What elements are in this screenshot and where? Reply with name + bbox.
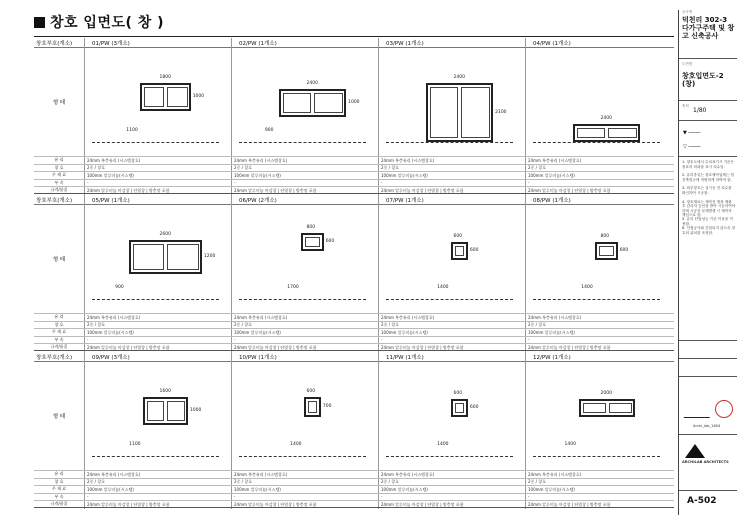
window-code: 12/PW (1개소)	[533, 355, 571, 361]
spec-value: 2중 / 창호	[528, 479, 547, 484]
sill-dimension: 1400	[290, 442, 302, 447]
spec-value: 2중 / 창호	[234, 165, 253, 170]
window-pane	[144, 87, 164, 107]
schedule-band	[34, 38, 674, 195]
divider	[679, 58, 737, 59]
spec-value: 24mm 알루미늄 마감창 | 단열창 | 방충망 포함	[381, 187, 464, 193]
spec-value: 24mm 복층유리 (시스템창호)	[234, 157, 288, 163]
window-frame	[129, 240, 202, 274]
spec-value: 100mm 알루미늄(시스템)	[234, 172, 281, 178]
divider	[679, 156, 737, 157]
spec-value: 24mm 알루미늄 마감창 | 단열창 | 방충망 포함	[381, 501, 464, 507]
spec-label: 유 리	[54, 314, 64, 319]
project-name: 덕천리 302-3 다가구주택 및 창고 신축공사	[682, 16, 735, 40]
scale-label: 축척	[682, 104, 689, 108]
width-dimension: 1800	[159, 75, 171, 81]
window-pane	[133, 244, 164, 270]
title-block-panel	[678, 10, 736, 515]
level-marker-icon: ▽ ────	[683, 144, 701, 150]
window-pane	[461, 87, 490, 138]
spec-value: 24mm 복층유리 (시스템창호)	[381, 314, 435, 320]
width-dimension: 600	[453, 233, 463, 239]
spec-value: 100mm 알루미늄(시스템)	[528, 486, 575, 492]
ground-line	[92, 142, 219, 143]
window-frame	[451, 242, 468, 260]
sill-dimension: 1100	[129, 442, 141, 447]
spec-value: -	[87, 337, 89, 342]
ground-line	[386, 299, 513, 300]
spec-label: 창 호	[54, 478, 64, 484]
window-pane	[455, 246, 464, 256]
window-pane	[283, 93, 312, 113]
spec-value: -	[528, 494, 530, 499]
window-frame	[143, 397, 188, 425]
height-dimension: 1000	[348, 99, 360, 105]
window-pane	[608, 128, 637, 138]
spec-value: 2중 / 창호	[381, 479, 400, 484]
spec-value: 24mm 복층유리 (시스템창호)	[234, 471, 288, 477]
window-pane	[599, 246, 613, 256]
height-dimension: 2100	[495, 109, 507, 115]
window-pane	[314, 93, 343, 113]
spec-value: 2중 / 창호	[381, 165, 400, 170]
height-dimension: 1200	[203, 254, 216, 259]
window-frame	[140, 83, 190, 111]
spec-value: 2중 / 창호	[528, 322, 547, 327]
window-frame	[304, 397, 321, 417]
window-code: 10/PW (1개소)	[239, 355, 277, 361]
spec-value: 24mm 알루미늄 마감창 | 단열창 | 방충망 포함	[234, 187, 317, 193]
spec-value: -	[528, 180, 530, 185]
window-pane	[609, 403, 632, 413]
width-dimension: 2400	[453, 75, 465, 81]
note-item: 3. 외부창호는 실시공 전 치수를 확인하여 시공함.	[682, 186, 732, 195]
spec-value: 24mm 알루미늄 마감창 | 단열창 | 방충망 포함	[234, 344, 317, 350]
spec-value: 24mm 복층유리 (시스템창호)	[528, 314, 582, 320]
window-code: 04/PW (1개소)	[533, 41, 571, 47]
height-dimension: 600	[619, 247, 629, 253]
sheet-title	[34, 12, 164, 32]
window-pane	[430, 87, 459, 138]
window-frame	[579, 399, 635, 417]
spec-label: 규격/품질	[50, 501, 68, 506]
spec-value: 24mm 복층유리 (시스템창호)	[234, 314, 288, 320]
spec-value: 2중 / 창호	[87, 165, 106, 170]
spec-value: 100mm 알루미늄(시스템)	[528, 172, 575, 178]
architect-id: Archi_lab_1604	[693, 424, 721, 428]
spec-value: 100mm 알루미늄(시스템)	[87, 172, 134, 178]
height-dimension: 600	[469, 247, 479, 253]
window-code: 07/PW (1개소)	[386, 198, 424, 204]
ground-line	[533, 299, 660, 300]
sill-dimension: 1100	[126, 128, 138, 133]
band-header	[34, 195, 674, 205]
window-code: 05/PW (1개소)	[92, 198, 130, 204]
sill-dimension: 1400	[437, 442, 449, 447]
window-pane	[577, 128, 606, 138]
window-pane	[147, 401, 164, 421]
sill-dimension: 900	[264, 128, 274, 133]
spec-label: 규격/품질	[50, 344, 68, 349]
spec-value: 24mm 알루미늄 마감창 | 단열창 | 방충망 포함	[381, 344, 464, 350]
spec-label: 주 재 료	[51, 486, 67, 491]
divider	[679, 376, 737, 377]
spec-value: 24mm 복층유리 (시스템창호)	[528, 471, 582, 477]
type-label: 형 태	[52, 257, 66, 263]
width-dimension: 1600	[159, 389, 171, 395]
type-label: 형 태	[52, 414, 66, 420]
schedule-band	[34, 195, 674, 352]
spec-label: 창 호	[54, 321, 64, 327]
sill-dimension: 900	[115, 285, 124, 290]
height-dimension: 1000	[189, 408, 202, 414]
note-item: 2. 유리종류는 창호제작업체는 법 건축법규에 적합하게 하여야 함.	[682, 173, 734, 182]
spec-value: -	[381, 180, 383, 185]
spec-label: 부 속	[54, 336, 64, 342]
window-pane	[305, 237, 319, 247]
spec-label: 주 재 료	[51, 172, 67, 177]
window-code: 02/PW (1개소)	[239, 41, 277, 47]
spec-value: 2중 / 창호	[87, 322, 106, 327]
spec-value: 24mm 복층유리 (시스템창호)	[87, 157, 141, 163]
spec-label: 유 리	[54, 157, 64, 162]
row-header-label: 창호부호(개소)	[36, 41, 73, 47]
spec-value: 100mm 알루미늄(시스템)	[234, 329, 281, 335]
window-code: 01/PW (3개소)	[92, 41, 130, 47]
height-dimension: 700	[322, 404, 332, 409]
spec-value: 100mm 알루미늄(시스템)	[87, 486, 134, 492]
type-label: 형 태	[52, 100, 66, 106]
width-dimension: 800	[600, 233, 610, 239]
sill-dimension: 1400	[437, 285, 449, 290]
firm-name: ARCHILAB ARCHITECTS	[682, 460, 729, 464]
spec-value: 24mm 알루미늄 마감창 | 단열창 | 방충망 포함	[87, 501, 170, 507]
spec-value: 2중 / 창호	[381, 322, 400, 327]
spec-value: 2중 / 창호	[528, 165, 547, 170]
level-marker-icon: ▼ ────	[683, 130, 701, 136]
ground-line	[92, 299, 219, 300]
spec-value: 2중 / 창호	[87, 479, 106, 484]
ground-line	[92, 456, 219, 457]
spec-value: 2중 / 창호	[234, 322, 253, 327]
spec-value: 24mm 알루미늄 마감창 | 단열창 | 방충망 포함	[528, 187, 611, 193]
window-code: 09/PW (3개소)	[92, 355, 130, 361]
title-text: 창호 입면도( 창 )	[50, 15, 165, 31]
spec-label: 부 속	[54, 493, 64, 499]
spec-value: 100mm 알루미늄(시스템)	[381, 486, 428, 492]
window-code: 06/PW (2개소)	[239, 198, 277, 204]
scale-value: 1/80	[693, 107, 707, 114]
width-dimension: 2400	[600, 116, 612, 121]
spec-label: 규격/품질	[50, 187, 68, 192]
spec-value: 24mm 알루미늄 마감창 | 단열창 | 방충망 포함	[234, 501, 317, 507]
width-dimension: 2000	[600, 390, 612, 396]
divider	[679, 120, 737, 121]
spec-label: 창 호	[54, 164, 64, 170]
note-item: 5. 유리 단열성능 기준 이상을 적용함.	[682, 217, 733, 226]
window-frame	[426, 83, 493, 142]
band-header	[34, 38, 674, 48]
divider	[679, 434, 737, 435]
window-frame	[301, 233, 323, 251]
sill-dimension: 1400	[564, 442, 576, 447]
width-dimension: 800	[306, 225, 316, 231]
window-pane	[167, 244, 198, 270]
divider	[679, 490, 737, 491]
title-rule	[34, 36, 674, 37]
row-header-label: 창호부호(개소)	[36, 355, 73, 361]
window-pane	[583, 403, 606, 413]
ground-line	[239, 456, 366, 457]
band-header	[34, 352, 674, 362]
spec-value: 24mm 알루미늄 마감창 | 단열창 | 방충망 포함	[87, 344, 170, 350]
note-item: 6. 인접공사와 간섭되지 않도록 창호의 위치를 조정함.	[682, 226, 736, 235]
spec-value: -	[381, 494, 383, 499]
window-pane	[308, 401, 317, 413]
divider	[679, 340, 737, 341]
project-label: 공사명	[682, 10, 693, 14]
sheet-number: A-502	[687, 496, 717, 506]
height-dimension: 600	[469, 404, 479, 410]
window-code: 11/PW (1개소)	[386, 355, 424, 361]
ground-line	[239, 299, 366, 300]
square-bullet-icon	[34, 17, 45, 28]
spec-value: 100mm 알루미늄(시스템)	[528, 329, 575, 335]
note-item: 1. 창호도에서 수치표기시 기준은 창호의 외곽을 표시 치수임.	[682, 160, 734, 169]
spec-value: 24mm 복층유리 (시스템창호)	[381, 471, 435, 477]
spec-value: 24mm 알루미늄 마감창 | 단열창 | 방충망 포함	[528, 344, 611, 350]
window-frame	[573, 124, 640, 142]
window-frame	[595, 242, 617, 260]
sill-dimension: 1400	[581, 285, 593, 290]
window-pane	[167, 401, 184, 421]
spec-value: -	[234, 494, 236, 499]
spec-value: -	[234, 337, 236, 342]
spec-value: 24mm 알루미늄 마감창 | 단열창 | 방충망 포함	[528, 501, 611, 507]
sill-dimension: 1700	[287, 285, 299, 290]
drawing-label: 도면명	[682, 62, 693, 66]
drawing-sheet	[34, 12, 674, 512]
drawing-name: 창호입면도-2 (창)	[682, 72, 724, 88]
seal-stamp	[715, 400, 733, 418]
firm-logo-icon	[685, 444, 705, 458]
window-code: 08/PW (1개소)	[533, 198, 571, 204]
spec-value: 24mm 알루미늄 마감창 | 단열창 | 방충망 포함	[87, 187, 170, 193]
schedule-band	[34, 352, 674, 509]
width-dimension: 600	[453, 390, 463, 396]
divider	[679, 100, 737, 101]
spec-value: 100mm 알루미늄(시스템)	[234, 486, 281, 492]
ground-line	[386, 456, 513, 457]
height-dimension: 1000	[192, 94, 205, 100]
spec-value: 24mm 복층유리 (시스템창호)	[381, 157, 435, 163]
window-frame	[451, 399, 468, 417]
spec-value: 2중 / 창호	[234, 479, 253, 484]
window-pane	[167, 87, 187, 107]
spec-value: 100mm 알루미늄(시스템)	[381, 329, 428, 335]
spec-value: -	[87, 180, 89, 185]
divider	[679, 358, 737, 359]
spec-value: 100mm 알루미늄(시스템)	[87, 329, 134, 335]
spec-value: 100mm 알루미늄(시스템)	[381, 172, 428, 178]
spec-label: 유 리	[54, 471, 64, 476]
ground-line	[239, 142, 366, 143]
signature	[684, 410, 713, 418]
spec-value: 24mm 복층유리 (시스템창호)	[528, 157, 582, 163]
spec-value: -	[87, 494, 89, 499]
width-dimension: 2600	[159, 232, 171, 238]
ground-line	[386, 142, 513, 143]
note-item: 4. 창호재료는 제작전 샘플 제출 후 감리자 승인을 받아 시공하여야 하며 시공상 문제발생 시 제작자 책임으로 함.	[682, 199, 736, 218]
width-dimension: 600	[306, 389, 316, 395]
ground-line	[533, 456, 660, 457]
spec-value: -	[528, 337, 530, 342]
window-code: 03/PW (1개소)	[386, 41, 424, 47]
window-pane	[455, 403, 464, 413]
spec-value: 24mm 복층유리 (시스템창호)	[87, 471, 141, 477]
spec-label: 주 재 료	[51, 329, 67, 334]
spec-value: 24mm 복층유리 (시스템창호)	[87, 314, 141, 320]
ground-line	[533, 142, 660, 143]
width-dimension: 2400	[306, 80, 318, 86]
spec-value: -	[381, 337, 383, 342]
spec-value: -	[234, 180, 236, 185]
window-frame	[279, 89, 346, 117]
height-dimension: 600	[325, 239, 335, 245]
row-header-label: 창호부호(개소)	[36, 198, 73, 204]
spec-label: 부 속	[54, 179, 64, 185]
